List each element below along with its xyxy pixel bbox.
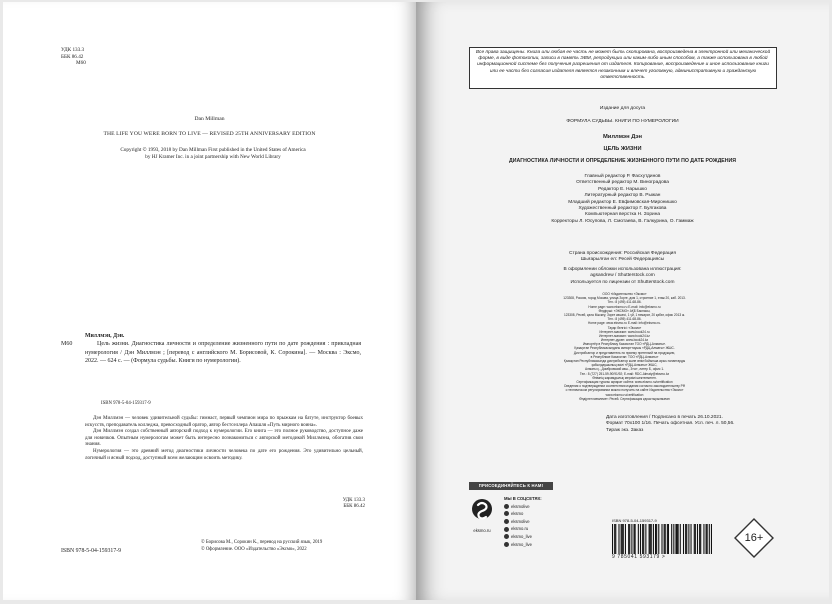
credits-list bbox=[416, 174, 829, 225]
legal-line: Home page: www.eksmo.ru E-mail: info@eksmo.ru bbox=[588, 304, 661, 309]
legal-line: Home page: www.eksmo.ru E-mail: info@eksmo.ru. bbox=[587, 321, 662, 326]
social-handle: eksmolive bbox=[511, 503, 530, 509]
copyright-ru-line: © Оформление. ООО «Издательство «Эксмо», 2022 bbox=[201, 547, 307, 553]
barcode-bar bbox=[675, 524, 676, 554]
barcode-bar bbox=[628, 524, 629, 554]
legal-line: Өндіруші: «ЭКСМО» АҚБ Баспасы, bbox=[598, 308, 651, 313]
legal-line: Тел.: 8 (727) 251-59-90/91/92; E-mail: RDC-Almaty@eksmo.kz bbox=[579, 371, 670, 376]
credit-line: Корректоры Л. Юсупова, Л. Смотаева, В. Галкурина, О. Гаммаж bbox=[551, 218, 694, 224]
annotation bbox=[85, 416, 363, 462]
subtitle-russian: ДИАГНОСТИКА ЛИЧНОСТИ И ОПРЕДЕЛЕНИЕ ЖИЗНЕННОГО ПУТИ ПО ДАТЕ РОЖДЕНИЯ bbox=[509, 158, 736, 164]
legal-line: Өндірген мемлекет: Ресей. Сертификация қарастырылмаған bbox=[579, 396, 670, 401]
original-title: THE LIFE YOU WERE BORN TO LIVE — REVISED 25TH ANNIVERSARY EDITION bbox=[103, 131, 316, 137]
biblio-text: Цель жизни. Диагностика личности и определение жизненного пути по дате рождения : прикладная нумерология / Дэн Миллмэн ; [перевод с английского М. Борисовой, К. Сорокина]. — Москва : Эксмо, 2022. — 624 с. — (Формула судьбы. Книги по нумерологии). bbox=[85, 341, 361, 364]
social-network-icon bbox=[504, 511, 509, 516]
barcode-bar bbox=[706, 524, 707, 554]
publisher-legal-info bbox=[562, 292, 687, 401]
barcode-bar bbox=[629, 524, 630, 554]
print-line: Формат 70x100 1/16. Печать офсетная. Усл. печ. л. 50,56. bbox=[606, 421, 735, 427]
barcode-bar bbox=[700, 524, 701, 554]
barcode-bar bbox=[668, 524, 669, 554]
author-mark: М60 bbox=[76, 60, 86, 67]
credit-line: Художественный редактор Г. Булгакова bbox=[578, 206, 667, 212]
biblio-code: М60 bbox=[61, 341, 73, 347]
biblio-header: Миллмэн, Дэн. bbox=[85, 333, 125, 339]
legal-line: о техническом регулировании можно получить на сайте Издательства «Эксмо» bbox=[565, 388, 684, 393]
copyright-line-1: Copyright © 1993, 2018 by Dan Millman First published in the United States of America bbox=[120, 147, 306, 153]
barcode-bar bbox=[677, 524, 678, 554]
barcode-bar bbox=[622, 524, 623, 554]
legal-line: Дистрибьютор и представитель по приему претензий на продукцию, bbox=[573, 350, 676, 355]
udk-bottom-code: УДК 133.3 bbox=[342, 498, 365, 503]
social-handle: eksmo_live bbox=[511, 541, 532, 547]
social-item[interactable] bbox=[504, 525, 542, 533]
social-item[interactable] bbox=[504, 541, 542, 549]
barcode-bar bbox=[631, 524, 632, 554]
legal-line: в Республике Казахстан: ТОО «РДЦ-Алматы» bbox=[590, 354, 659, 359]
print-line: Дата изготовления / Подписано в печать 26.10.2021. bbox=[606, 415, 723, 420]
barcode-bar bbox=[678, 524, 679, 554]
barcode-bar bbox=[694, 524, 695, 554]
barcode-bar bbox=[667, 524, 668, 554]
barcode-bar bbox=[642, 524, 643, 554]
isbn-small: ISBN 978-5-04-159317-9 bbox=[101, 401, 151, 406]
barcode-bar bbox=[671, 524, 672, 554]
barcode-bar bbox=[665, 524, 666, 554]
title-russian: ЦЕЛЬ ЖИЗНИ bbox=[603, 146, 642, 152]
credit-line: Главный редактор Р. Фасхутдинов bbox=[584, 174, 661, 179]
social-item[interactable] bbox=[504, 510, 542, 518]
udk-block bbox=[61, 47, 86, 67]
barcode-bar bbox=[645, 524, 646, 554]
legal-line: 123308, Ресей, қала Мәскеу, Зорге көшесі, 1 үй, 1 ғимарат, 20 қабат, офис 2013 ж. bbox=[563, 312, 686, 317]
legal-line: Алматы қ., Домбровский көш., 3«а», литер Б, офис 1. bbox=[584, 367, 665, 372]
barcode-bar bbox=[688, 524, 689, 554]
country-of-origin bbox=[416, 251, 829, 264]
barcode-bar bbox=[653, 524, 654, 554]
print-info bbox=[606, 415, 746, 434]
illustration-credits bbox=[416, 267, 829, 286]
origin-line: Шығарылған ел: Ресей Федерациясы bbox=[580, 257, 665, 263]
barcode-bar bbox=[658, 524, 659, 554]
social-item[interactable] bbox=[504, 533, 542, 541]
barcode-bar bbox=[680, 524, 681, 554]
isbn-main: ISBN 978-5-04-159317-9 bbox=[61, 548, 122, 554]
barcode-bar bbox=[709, 524, 710, 554]
eksmo-logo-icon bbox=[471, 497, 493, 527]
illus-line: agsandrew / Shutterstock.com bbox=[590, 273, 655, 279]
bibliographic-record bbox=[61, 332, 361, 365]
logo-label: eksmo.ru bbox=[473, 528, 491, 533]
annotation-paragraph: Нумерология — это древний метод диагностики личности человека по дате его рождения. Это удивительно цельный, логичный и ясный подход, доступный всем желающим освоить методику. bbox=[85, 448, 363, 461]
legal-line: Интернет-магазин: www.book24.kz bbox=[599, 333, 650, 338]
author-russian: Миллмэн Дэн bbox=[602, 134, 643, 140]
barcode-bar bbox=[638, 524, 639, 554]
social-item[interactable] bbox=[504, 503, 542, 511]
illus-line: В оформлении обложки использована иллюстрация: bbox=[563, 267, 682, 272]
social-network-icon bbox=[504, 519, 509, 524]
barcode-bar bbox=[685, 524, 686, 554]
barcode-bar bbox=[623, 524, 624, 554]
copyright-ru-line: © Борисова М., Сорокин К., перевод на русский язык, 2019 bbox=[201, 540, 323, 545]
series-name: ФОРМУЛА СУДЬБЫ. КНИГИ ПО НУМЕРОЛОГИИ bbox=[566, 119, 679, 124]
barcode-bar bbox=[614, 524, 615, 554]
social-header: МЫ В СОЦСЕТЯХ: bbox=[504, 496, 542, 501]
credit-line: Литературный редактор В. Рыжан bbox=[584, 193, 661, 199]
legal-line: Сведения о подтверждении соответствия издания согласно законодательству РФ bbox=[563, 384, 686, 389]
original-copyright bbox=[63, 147, 363, 161]
rights-notice-box: Все права защищены. Книга или любая ее часть не может быть скопирована, воспроизведена в электронной или механической форме, в виде фотокопии, записи в память ЭВМ, репродукции или каким-либо иным способом, а также использована в любой информационной системе без получения разрешения от издателя. Копирование, воспроизведение и иное использование книги или ее части без согласия издателя является незаконным и влечет уголовную, административную и гражданскую ответственность. bbox=[469, 47, 777, 89]
credit-line: Компьютерная верстка Н. Зорина bbox=[584, 212, 661, 218]
legal-line: www.eksmo.ru/certification bbox=[605, 392, 644, 397]
legal-line: 123308, Россия, город Москва, улица Зорге, дом 1, строение 1, этаж 20, каб. 2013. bbox=[563, 296, 686, 301]
legal-line: Тауар белгісі: «Эксмо» bbox=[607, 325, 642, 330]
barcode-digits: 9 785041 593179 > bbox=[612, 554, 666, 560]
barcode-bar bbox=[664, 524, 665, 554]
udk-code: УДК 133.3 bbox=[61, 47, 85, 53]
barcode-bar bbox=[651, 524, 652, 554]
credit-line: Ответственный редактор М. Виноградова bbox=[576, 180, 669, 186]
barcode-bar bbox=[697, 524, 698, 554]
barcode-icon bbox=[612, 524, 712, 554]
social-handle: eksmolive bbox=[511, 518, 530, 524]
left-page bbox=[3, 2, 416, 600]
legal-line: Интернет-дүкен: www.book24.kz bbox=[600, 338, 649, 343]
barcode-isbn: ISBN 978-5-04-159317-9 bbox=[612, 518, 657, 523]
social-handle: eksmo bbox=[511, 511, 524, 517]
barcode-bar bbox=[612, 524, 613, 554]
social-handle: eksmo_live bbox=[511, 533, 532, 539]
barcode-bar bbox=[615, 524, 616, 554]
legal-line: Интернет-магазин: www.book24.ru bbox=[599, 329, 650, 334]
age-rating: 16+ bbox=[744, 532, 764, 544]
barcode-bar bbox=[711, 524, 712, 554]
barcode-bar bbox=[699, 524, 700, 554]
social-handle: eksmo.ru bbox=[511, 526, 529, 532]
book-spread bbox=[3, 2, 829, 600]
credit-line: Младший редактор Е. Евфимовская-Миронишко bbox=[568, 199, 677, 205]
legal-line: Қазақстан Республикасында дистрибьютор және өнім бойынша арыз-талаптарды bbox=[563, 359, 686, 363]
legal-line: қабылдаушының өкілі «РДЦ-Алматы» ЖШС, bbox=[591, 363, 658, 368]
barcode-bar bbox=[655, 524, 656, 554]
print-line: Тираж экз. Заказ bbox=[606, 427, 644, 433]
social-links bbox=[504, 495, 542, 548]
join-us-banner: ПРИСОЕДИНЯЙТЕСЬ К НАМ! bbox=[469, 482, 553, 490]
original-author: Dan Millman bbox=[194, 116, 225, 122]
social-network-icon bbox=[504, 534, 509, 539]
barcode-bar bbox=[703, 524, 704, 554]
barcode-bar bbox=[640, 524, 641, 554]
annotation-paragraph: Дэн Миллмэн — человек удивительной судьбы: гимнаст, первый чемпион мира по прыжкам на батуте, инструктор боевых искусств, преподаватель колледжа, превосходный оратор, автор бестселлера Апашля «Путь мирного воина». bbox=[85, 416, 363, 428]
bbk-code: ББК 86.42 bbox=[61, 53, 84, 60]
barcode-bar bbox=[683, 524, 684, 554]
barcode-bar bbox=[643, 524, 644, 554]
barcode-bar bbox=[635, 524, 636, 554]
barcode-bar bbox=[656, 524, 657, 554]
barcode-bar bbox=[707, 524, 708, 554]
barcode-bar bbox=[695, 524, 696, 554]
barcode-bar bbox=[686, 524, 687, 554]
barcode-bar bbox=[634, 524, 635, 554]
right-page bbox=[416, 2, 829, 600]
illus-line: Используется по лицензии от Shutterstock.com bbox=[570, 279, 675, 285]
annotation-paragraph: Дэн Миллмэн создал собственный авторский подход к нумерологии. Его книга — это полное руководство, доступное даже для новичков. Опытным нумерологам может быть интересно познакомиться с авторской методикой Миллмэна, обогатив свои знания. bbox=[85, 429, 363, 448]
barcode-bar bbox=[673, 524, 674, 554]
credit-line: Редактор Е. Нарышко bbox=[598, 186, 647, 192]
legal-line: Қазақстан Республикасындағы импорттаушы «РДЦ-Алматы» ЖШС. bbox=[574, 346, 675, 351]
copyright-line-2: by HJ Kramer Inc. in a joint partnership with New World Library bbox=[145, 154, 281, 160]
legal-line: Сертификация туралы ақпарат сайтта: www.eksmo.ru/certification bbox=[576, 379, 673, 384]
social-network-icon bbox=[504, 504, 509, 509]
edition-type: Издание для досуга bbox=[599, 106, 646, 111]
barcode-bar bbox=[650, 524, 651, 554]
bbk-bottom-code: ББК 86.42 bbox=[343, 504, 365, 510]
barcode-bar bbox=[621, 524, 622, 554]
barcode-bar bbox=[625, 524, 626, 554]
legal-line: Тел.: 8 (495) 411-68-86. bbox=[607, 317, 642, 322]
copyright-russian bbox=[201, 539, 322, 553]
barcode-bar bbox=[649, 524, 650, 554]
legal-line: Өнімнің жарамдылық мерзімі шектелмеген. bbox=[592, 375, 657, 380]
udk-bottom bbox=[329, 498, 365, 511]
barcode-bar bbox=[661, 524, 662, 554]
barcode-bar bbox=[690, 524, 691, 554]
social-network-icon bbox=[504, 527, 509, 532]
legal-line: Тел.: 8 (495) 411-68-86. bbox=[607, 300, 642, 305]
origin-line: Страна происхождения: Российская Федерация bbox=[569, 251, 676, 256]
legal-line: ООО «Издательство «Эксмо» bbox=[602, 292, 647, 296]
social-item[interactable] bbox=[504, 518, 542, 526]
barcode-bar bbox=[618, 524, 619, 554]
legal-line: Импортёр в Республику Казахстан ТОО «РДЦ-Алматы». bbox=[582, 342, 667, 347]
social-network-icon bbox=[504, 542, 509, 547]
